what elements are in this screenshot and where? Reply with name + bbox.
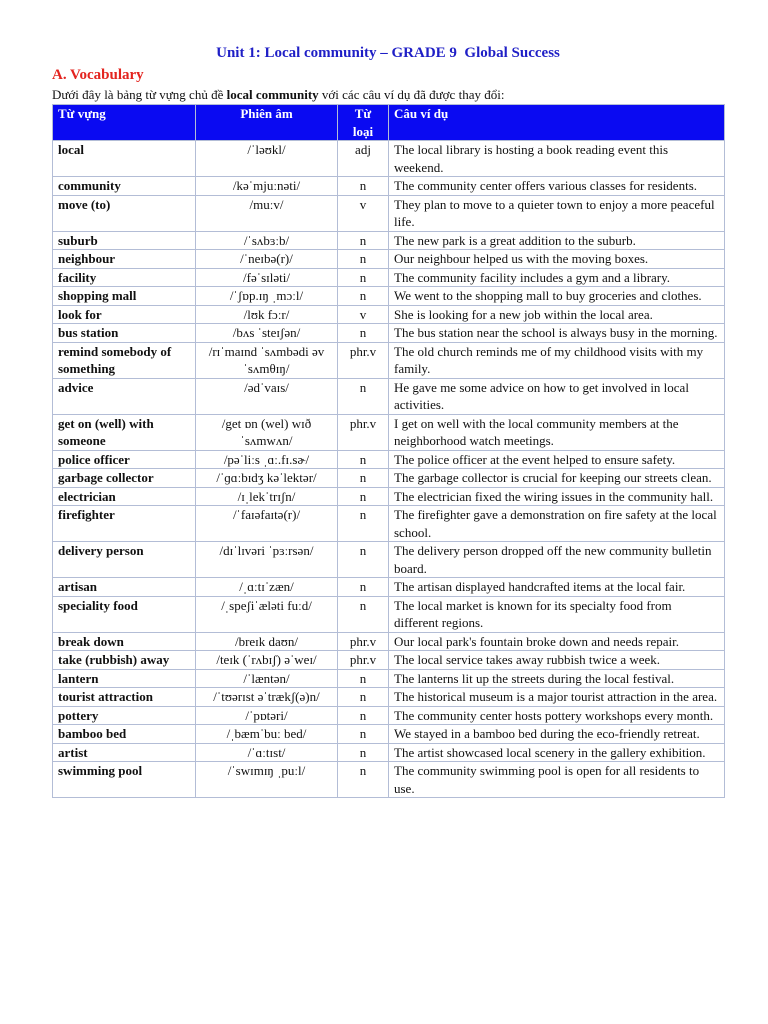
header-example: Câu ví dụ [389, 105, 725, 141]
example-cell: The firefighter gave a demonstration on fire safety at the local school. [389, 506, 725, 542]
word-cell: artisan [53, 578, 196, 597]
table-row [53, 250, 725, 269]
table-row [53, 669, 725, 688]
intro-text-before: Dưới đây là bảng từ vựng chủ đề [52, 87, 224, 102]
example-cell: The artisan displayed handcrafted items at the local fair. [389, 578, 725, 597]
phonetic-cell: /ˈpɒtəri/ [196, 706, 338, 725]
word-cell: facility [53, 268, 196, 287]
table-header-row [53, 105, 725, 141]
part-of-speech-cell: n [338, 268, 389, 287]
part-of-speech-cell: phr.v [338, 414, 389, 450]
word-cell: police officer [53, 450, 196, 469]
example-cell: The garbage collector is crucial for keeping our streets clean. [389, 469, 725, 488]
part-of-speech-cell: n [338, 324, 389, 343]
table-row [53, 542, 725, 578]
phonetic-cell: /ˈfaɪəfaɪtə(r)/ [196, 506, 338, 542]
header-word: Từ vựng [53, 105, 196, 141]
word-cell: artist [53, 743, 196, 762]
word-cell: firefighter [53, 506, 196, 542]
part-of-speech-cell: n [338, 578, 389, 597]
intro-topic: local community [226, 87, 319, 102]
word-cell: neighbour [53, 250, 196, 269]
word-cell: look for [53, 305, 196, 324]
phonetic-cell: /muːv/ [196, 195, 338, 231]
table-row [53, 305, 725, 324]
part-of-speech-cell: n [338, 762, 389, 798]
part-of-speech-cell: n [338, 743, 389, 762]
phonetic-cell: /fəˈsɪləti/ [196, 268, 338, 287]
part-of-speech-cell: n [338, 469, 389, 488]
part-of-speech-cell: v [338, 305, 389, 324]
word-cell: garbage collector [53, 469, 196, 488]
phonetic-cell: /dɪˈlɪvəri ˈpɜːrsən/ [196, 542, 338, 578]
word-cell: tourist attraction [53, 688, 196, 707]
word-cell: community [53, 177, 196, 196]
table-row [53, 414, 725, 450]
example-cell: They plan to move to a quieter town to enjoy a more peaceful life. [389, 195, 725, 231]
example-cell: The artist showcased local scenery in the gallery exhibition. [389, 743, 725, 762]
table-row [53, 725, 725, 744]
table-row [53, 324, 725, 343]
example-cell: She is looking for a new job within the local area. [389, 305, 725, 324]
table-row [53, 195, 725, 231]
table-row [53, 578, 725, 597]
table-row [53, 632, 725, 651]
phonetic-cell: /ˈləʊkl/ [196, 141, 338, 177]
phonetic-cell: /ˌbæmˈbuː bed/ [196, 725, 338, 744]
phonetic-cell: /ˈɑːtɪst/ [196, 743, 338, 762]
example-cell: The community swimming pool is open for all residents to use. [389, 762, 725, 798]
word-cell: advice [53, 378, 196, 414]
part-of-speech-cell: n [338, 231, 389, 250]
part-of-speech-cell: phr.v [338, 651, 389, 670]
phonetic-cell: /ˈɡɑːbɪdʒ kəˈlektər/ [196, 469, 338, 488]
part-of-speech-cell: n [338, 688, 389, 707]
phonetic-cell: /rɪˈmaɪnd ˈsʌmbədi əv ˈsʌmθɪŋ/ [196, 342, 338, 378]
example-cell: Our neighbour helped us with the moving boxes. [389, 250, 725, 269]
table-row [53, 177, 725, 196]
phonetic-cell: /bʌs ˈsteɪʃən/ [196, 324, 338, 343]
example-cell: I get on well with the local community members at the neighborhood watch meetings. [389, 414, 725, 450]
phonetic-cell: /breɪk daʊn/ [196, 632, 338, 651]
word-cell: suburb [53, 231, 196, 250]
page-title: Unit 1: Local community – GRADE 9 Global Success [216, 45, 560, 61]
word-cell: speciality food [53, 596, 196, 632]
word-cell: local [53, 141, 196, 177]
header-part-of-speech [338, 105, 389, 141]
word-cell: pottery [53, 706, 196, 725]
phonetic-cell: /ɪˌlekˈtrɪʃn/ [196, 487, 338, 506]
example-cell: The lanterns lit up the streets during the local festival. [389, 669, 725, 688]
example-cell: The community facility includes a gym and a library. [389, 268, 725, 287]
part-of-speech-cell: n [338, 596, 389, 632]
example-cell: The local market is known for its specialty food from different regions. [389, 596, 725, 632]
word-cell: bamboo bed [53, 725, 196, 744]
example-cell: The historical museum is a major tourist attraction in the area. [389, 688, 725, 707]
word-cell: take (rubbish) away [53, 651, 196, 670]
word-cell: bus station [53, 324, 196, 343]
part-of-speech-cell: n [338, 706, 389, 725]
example-cell: The local library is hosting a book reading event this weekend. [389, 141, 725, 177]
table-row [53, 651, 725, 670]
vocabulary-table [52, 104, 725, 798]
phonetic-cell: /ˈlæntən/ [196, 669, 338, 688]
example-cell: The community center hosts pottery workshops every month. [389, 706, 725, 725]
table-row [53, 378, 725, 414]
word-cell: get on (well) with someone [53, 414, 196, 450]
example-cell: The electrician fixed the wiring issues in the community hall. [389, 487, 725, 506]
phonetic-cell: /ˌspeʃiˈæləti fuːd/ [196, 596, 338, 632]
table-row [53, 469, 725, 488]
table-row [53, 743, 725, 762]
part-of-speech-cell: n [338, 487, 389, 506]
table-row [53, 506, 725, 542]
example-cell: He gave me some advice on how to get involved in local activities. [389, 378, 725, 414]
table-row [53, 596, 725, 632]
word-cell: swimming pool [53, 762, 196, 798]
table-row [53, 706, 725, 725]
part-of-speech-cell: n [338, 506, 389, 542]
example-cell: The delivery person dropped off the new community bulletin board. [389, 542, 725, 578]
part-of-speech-cell: n [338, 378, 389, 414]
document-page [52, 44, 724, 798]
phonetic-cell: /kəˈmjuːnəti/ [196, 177, 338, 196]
part-of-speech-cell: n [338, 287, 389, 306]
phonetic-cell: /ˌɑːtɪˈzæn/ [196, 578, 338, 597]
part-of-speech-cell: n [338, 450, 389, 469]
example-cell: The bus station near the school is always busy in the morning. [389, 324, 725, 343]
part-of-speech-cell: n [338, 542, 389, 578]
part-of-speech-cell: n [338, 250, 389, 269]
intro-text-after: với các câu ví dụ đã được thay đổi: [321, 87, 505, 102]
table-row [53, 141, 725, 177]
example-cell: We stayed in a bamboo bed during the eco-friendly retreat. [389, 725, 725, 744]
section-heading: A. Vocabulary [52, 67, 144, 83]
example-cell: The old church reminds me of my childhood visits with my family. [389, 342, 725, 378]
word-cell: electrician [53, 487, 196, 506]
part-of-speech-cell: phr.v [338, 632, 389, 651]
part-of-speech-cell: phr.v [338, 342, 389, 378]
table-row [53, 762, 725, 798]
phonetic-cell: /teɪk (ˈrʌbɪʃ) əˈweɪ/ [196, 651, 338, 670]
intro-paragraph [52, 86, 724, 104]
phonetic-cell: /ədˈvaɪs/ [196, 378, 338, 414]
word-cell: lantern [53, 669, 196, 688]
part-of-speech-cell: adj [338, 141, 389, 177]
part-of-speech-cell: n [338, 669, 389, 688]
word-cell: break down [53, 632, 196, 651]
table-body [53, 141, 725, 798]
phonetic-cell: /get ɒn (wel) wɪð ˈsʌmwʌn/ [196, 414, 338, 450]
table-row [53, 342, 725, 378]
phonetic-cell: /lʊk fɔːr/ [196, 305, 338, 324]
table-row [53, 688, 725, 707]
word-cell: shopping mall [53, 287, 196, 306]
word-cell: move (to) [53, 195, 196, 231]
part-of-speech-cell: v [338, 195, 389, 231]
phonetic-cell: /ˈneɪbə(r)/ [196, 250, 338, 269]
phonetic-cell: /ˈtʊərɪst əˈtrækʃ(ə)n/ [196, 688, 338, 707]
word-cell: remind somebody of something [53, 342, 196, 378]
phonetic-cell: /ˈswɪmɪŋ ˌpuːl/ [196, 762, 338, 798]
table-row [53, 268, 725, 287]
header-pos-label: Từ loại [352, 106, 374, 139]
table-row [53, 487, 725, 506]
phonetic-cell: /ˈsʌbɜːb/ [196, 231, 338, 250]
example-cell: The community center offers various classes for residents. [389, 177, 725, 196]
example-cell: The local service takes away rubbish twice a week. [389, 651, 725, 670]
example-cell: The new park is a great addition to the suburb. [389, 231, 725, 250]
example-cell: Our local park's fountain broke down and needs repair. [389, 632, 725, 651]
word-cell: delivery person [53, 542, 196, 578]
phonetic-cell: /pəˈliːs ˌɑː.fɪ.sɚ/ [196, 450, 338, 469]
example-cell: We went to the shopping mall to buy groceries and clothes. [389, 287, 725, 306]
header-phonetic: Phiên âm [196, 105, 338, 141]
part-of-speech-cell: n [338, 177, 389, 196]
phonetic-cell: /ˈʃɒp.ɪŋ ˌmɔːl/ [196, 287, 338, 306]
table-row [53, 450, 725, 469]
table-row [53, 287, 725, 306]
part-of-speech-cell: n [338, 725, 389, 744]
table-row [53, 231, 725, 250]
example-cell: The police officer at the event helped to ensure safety. [389, 450, 725, 469]
